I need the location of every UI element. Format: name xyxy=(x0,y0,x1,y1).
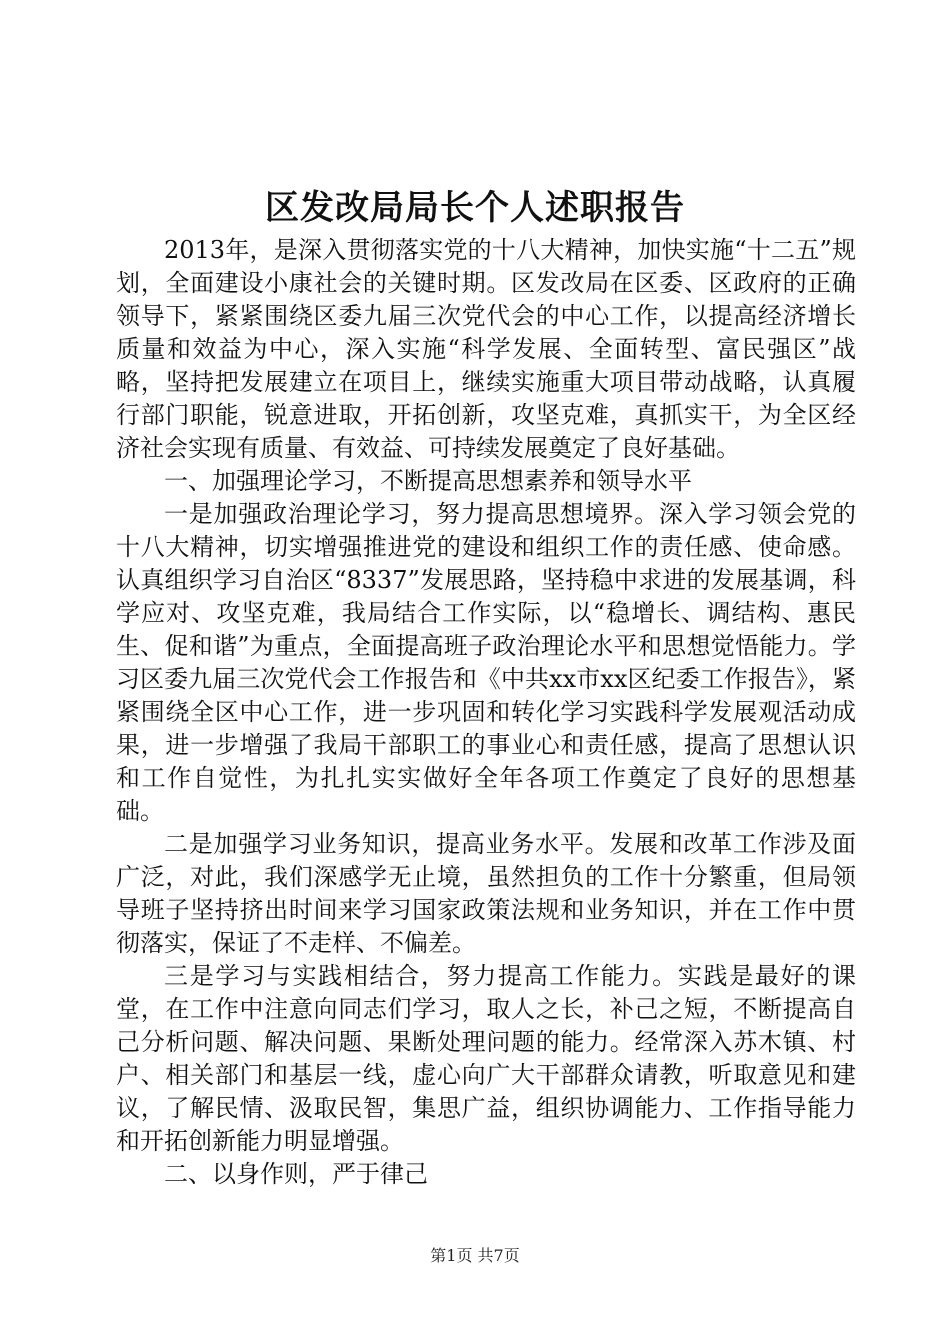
section-heading-2: 二、以身作则，严于律己 xyxy=(164,1160,428,1188)
paragraph-business-study: 二是加强学习业务知识，提高业务水平。发展和改革工作涉及面广泛，对此，我们深感学无止境，虽然担负的工作十分繁重，但局领导班子坚持挤出时间来学习国家政策法规和业务知识，并在工作中贯彻落实，保证了不走样、不偏差。 xyxy=(116,830,856,957)
document-title: 区发改局局长个人述职报告 xyxy=(265,188,685,228)
document-body xyxy=(116,234,856,1191)
paragraph-political-study: 一是加强政治理论学习，努力提高思想境界。深入学习领会党的十八大精神，切实增强推进党的建设和组织工作的责任感、使命感。认真组织学习自治区“8337”发展思路，坚持稳中求进的发展基调，科学应对、攻坚克难，我局结合工作实际，以“稳增长、调结构、惠民生、促和谐”为重点，全面提高班子政治理论水平和思想觉悟能力。学习区委九届三次党代会工作报告和《中共xx市xx区纪委工作报告》，紧紧围绕全区中心工作，进一步巩固和转化学习实践科学发展观活动成果，进一步增强了我局干部职工的事业心和责任感，提高了思想认识和工作自觉性，为扎扎实实做好全年各项工作奠定了良好的思想基础。 xyxy=(116,500,856,825)
paragraph-practice: 三是学习与实践相结合，努力提高工作能力。实践是最好的课堂，在工作中注意向同志们学习，取人之长，补己之短，不断提高自己分析问题、解决问题、果断处理问题的能力。经常深入苏木镇、村户、相关部门和基层一线，虚心向广大干部群众请教，听取意见和建议，了解民情、汲取民智，集思广益，组织协调能力、工作指导能力和开拓创新能力明显增强。 xyxy=(116,962,856,1155)
page-footer: 第1页 共7页 xyxy=(430,1246,520,1265)
paragraph-intro: 2013年，是深入贯彻落实党的十八大精神，加快实施“十二五”规划，全面建设小康社会的关键时期。区发改局在区委、区政府的正确领导下，紧紧围绕区委九届三次党代会的中心工作，以提高经济增长质量和效益为中心，深入实施“科学发展、全面转型、富民强区”战略，坚持把发展建立在项目上，继续实施重大项目带动战略，认真履行部门职能，锐意进取，开拓创新，攻坚克难，真抓实干，为全区经济社会实现有质量、有效益、可持续发展奠定了良好基础。 xyxy=(116,236,856,462)
section-heading-1: 一、加强理论学习，不断提高思想素养和领导水平 xyxy=(164,467,692,495)
